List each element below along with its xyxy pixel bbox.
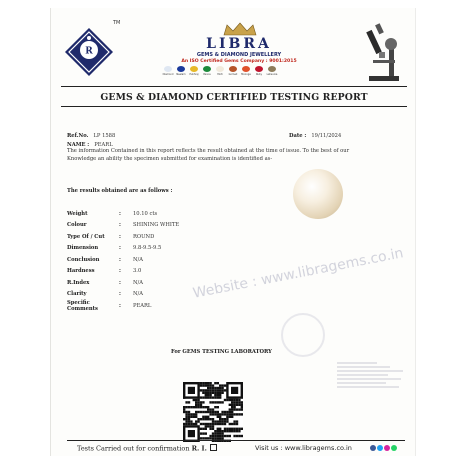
spec-colon: : [119,279,121,286]
brand-name: LIBRA [206,36,272,52]
gemstone-icon [177,66,185,72]
footer-website[interactable]: Visit us : www.libragems.co.in [255,444,352,452]
spec-row [67,208,287,220]
qr-code[interactable] [183,382,243,442]
gemstone-label: Ruby [255,73,262,76]
gemstone-item [189,66,199,76]
spec-row [67,243,287,255]
gemstone-item [215,66,225,76]
spec-value: 3.0 [133,268,142,275]
gemstone-icon [229,66,237,72]
gemstone-icon [255,66,263,72]
spec-value: 9.8-9.5-9.5 [133,245,162,252]
spec-value: N/A [133,256,144,263]
spec-label: Colour [67,222,87,229]
libra-shield-logo [63,26,115,78]
name-label: NAME : [67,142,90,148]
svg-text:R: R [85,46,93,57]
footer-left-mark: R. I. [191,444,207,453]
gemstone-label: Moonga [241,73,251,76]
checkbox-square [210,444,217,451]
gemstone-item [202,66,212,76]
spec-value: N/A [133,291,144,298]
date-row [289,122,341,141]
faded-address-line [337,362,377,364]
faded-address-block [337,360,407,390]
faded-address-line [337,386,399,388]
spec-value: SHINING WHITE [133,222,180,229]
website-watermark: Website : www.libragems.co.in [191,245,405,302]
trademark-mark: TM [113,20,121,26]
gemstone-icon [216,66,224,72]
title-rule [61,106,407,107]
specifications-table [67,208,287,312]
spec-label: Clarity [67,291,87,298]
brand-subtitle: GEMS & DIAMOND JEWELLERY [196,52,282,58]
gemstone-item [254,66,264,76]
spec-row [67,220,287,232]
gemstone-item [241,66,251,76]
header-rule [61,86,407,87]
footer-rule [67,440,405,441]
gemstone-label: Pukhraj [189,73,199,76]
microscope-icon [363,22,405,84]
spec-colon: : [119,291,121,298]
spec-label: Type Of / Cut [67,233,105,240]
gemstone-label: Diamond [162,73,174,76]
faded-address-line [337,366,390,368]
iso-certification-line: An ISO Certified Gems Company : 9001:2015 [181,59,297,64]
spec-label: Hardness [67,268,95,275]
pearl-image [293,169,343,219]
spec-value: PEARL [133,302,152,309]
gemstone-label: Moti [217,73,223,76]
instagram-icon[interactable] [384,445,390,451]
whatsapp-icon[interactable] [391,445,397,451]
faded-address-line [337,378,401,380]
faded-seal [281,313,325,357]
twitter-icon[interactable] [377,445,383,451]
gemstone-icon [164,66,172,72]
gemstone-label: Lehsunia [266,73,278,76]
name-value: PEARL [94,142,113,148]
spec-row [67,254,287,266]
spec-label: R.Index [67,279,90,286]
spec-label: Weight [67,210,88,217]
gemstone-icon [203,66,211,72]
gemstone-icon [190,66,198,72]
gemstone-icon [242,66,250,72]
faded-address-line [337,370,403,372]
spec-colon: : [119,222,121,229]
spec-colon: : [119,268,121,275]
gemstone-item [163,66,173,76]
gemstone-strip [163,66,277,76]
faded-address-line [337,382,386,384]
faded-address-line [337,374,388,376]
results-heading: The results obtained are as follows : [67,188,173,194]
report-title: GEMS & DIAMOND CERTIFIED TESTING REPORT [100,92,368,103]
gemstone-label: Gomed [228,73,238,76]
spec-value: N/A [133,279,144,286]
date-label: Date : [289,133,307,139]
gemstone-icon [268,66,276,72]
spec-colon: : [119,210,121,217]
lab-signature-line: For GEMS TESTING LABORATORY [171,349,272,355]
spec-label: Dimension [67,245,99,252]
crown-icon [222,22,258,36]
ref-label: Ref.No. [67,133,89,139]
gemstone-label: Neelam [176,73,186,76]
spec-row [67,231,287,243]
spec-label: Specific Comments [67,299,98,312]
intro-paragraph: The information Contained in this report reflects the result obtained at the time of issue. To the best of our Knowledge an ability the specimen submitted for examination is identified as- [67,148,350,162]
gemstone-label: Panna [203,73,211,76]
gemstone-item [267,66,277,76]
footer-left [77,444,217,453]
spec-colon: : [119,245,121,252]
ref-value: LP 1588 [93,133,116,139]
spec-value: ROUND [133,233,155,240]
gemstone-item [228,66,238,76]
gemstone-item [176,66,186,76]
certificate-sheet [50,8,416,456]
spec-colon: : [119,256,121,263]
facebook-icon[interactable] [370,445,376,451]
spec-label: Conclusion [67,256,100,263]
spec-row [67,300,287,312]
footer-left-text: Tests Carried out for confirmation [77,444,190,453]
spec-colon: : [119,233,121,240]
spec-value: 10.10 cts [133,210,158,217]
date-value: 19/11/2024 [311,133,342,139]
spec-colon: : [119,302,121,309]
